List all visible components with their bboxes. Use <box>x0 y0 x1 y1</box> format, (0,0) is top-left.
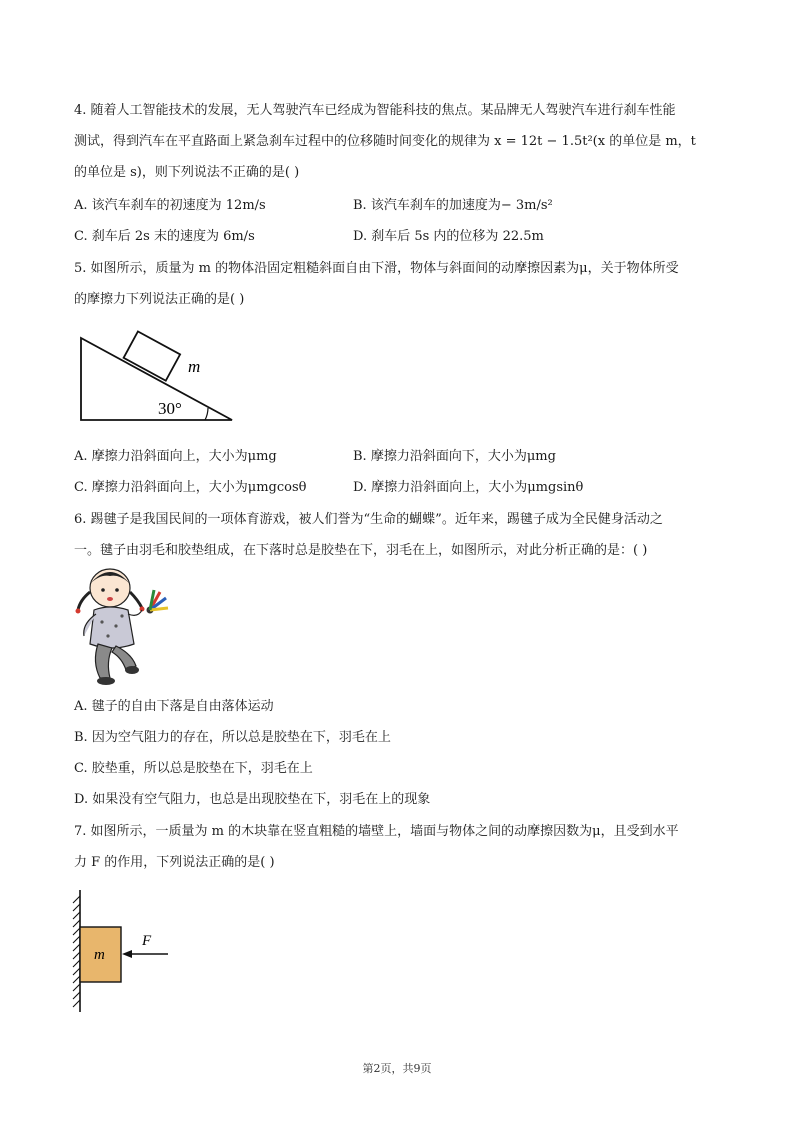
q5-option-b: B. 摩擦力沿斜面向下，大小为μmg <box>353 449 556 464</box>
incline-figure <box>74 330 244 425</box>
q6-stem-line2: 一。毽子由羽毛和胶垫组成，在下落时总是胶垫在下，羽毛在上，如图所示，对此分析正确的是：( ) <box>74 543 648 558</box>
angle-arc <box>205 408 208 420</box>
shuttlecock-kicking-girl-illustration <box>72 566 184 690</box>
wall-block-mass-label: m <box>94 947 105 963</box>
incline-mass-label: m <box>188 357 201 376</box>
q5-stem-line1: 5. 如图所示，质量为 m 的物体沿固定粗糙斜面自由下滑，物体与斜面间的动摩擦因素为μ，关于物体所受 <box>74 261 679 276</box>
force-arrowhead <box>122 950 132 958</box>
shuttlecock-icon <box>147 590 169 614</box>
page-footer: 第2页，共9页 <box>362 1062 432 1075</box>
q4-option-d: D. 刹车后 5s 内的位移为 22.5m <box>353 229 544 244</box>
q6-option-c: C. 胶垫重，所以总是胶垫在下，羽毛在上 <box>74 761 313 776</box>
q4-option-c: C. 刹车后 2s 末的速度为 6m/s <box>74 229 255 244</box>
q6-stem-line1: 6. 踢毽子是我国民间的一项体育游戏，被人们誉为“生命的蝴蝶”。近年来，踢毽子成为全民健身活动之 <box>74 512 663 527</box>
q4-stem-line2: 测试，得到汽车在平直路面上紧急刹车过程中的位移随时间变化的规律为 x = 12t − 1.5t²(x 的单位是 m，t <box>74 134 696 149</box>
q5-option-d: D. 摩擦力沿斜面向上，大小为μmgsinθ <box>353 480 584 495</box>
q7-stem-line2: 力 F 的作用，下列说法正确的是( ) <box>74 855 275 870</box>
q5-stem-line2: 的摩擦力下列说法正确的是( ) <box>74 292 245 307</box>
q4-option-b: B. 该汽车刹车的加速度为− 3m/s² <box>353 198 553 213</box>
incline-angle-label: 30° <box>158 399 182 418</box>
q4-stem-line3: 的单位是 s)，则下列说法不正确的是( ) <box>74 165 300 180</box>
incline-block <box>124 331 180 380</box>
force-label: F <box>142 933 152 949</box>
q4-option-a: A. 该汽车刹车的初速度为 12m/s <box>74 198 266 213</box>
q6-option-d: D. 如果没有空气阻力，也总是出现胶垫在下，羽毛在上的现象 <box>74 792 431 807</box>
q5-option-a: A. 摩擦力沿斜面向上，大小为μmg <box>74 449 277 464</box>
q4-stem-line1: 4. 随着人工智能技术的发展，无人驾驶汽车已经成为智能科技的焦点。某品牌无人驾驶汽车进行刹车性能 <box>74 103 676 118</box>
wall-block-figure <box>70 890 180 1015</box>
q6-option-a: A. 毽子的自由下落是自由落体运动 <box>74 699 274 714</box>
q7-stem-line1: 7. 如图所示，一质量为 m 的木块靠在竖直粗糙的墙壁上，墙面与物体之间的动摩擦因数为μ，且受到水平 <box>74 824 679 839</box>
q5-option-c: C. 摩擦力沿斜面向上，大小为μmgcosθ <box>74 480 307 495</box>
wall-hatching <box>73 896 80 1007</box>
q6-option-b: B. 因为空气阻力的存在，所以总是胶垫在下，羽毛在上 <box>74 730 391 745</box>
